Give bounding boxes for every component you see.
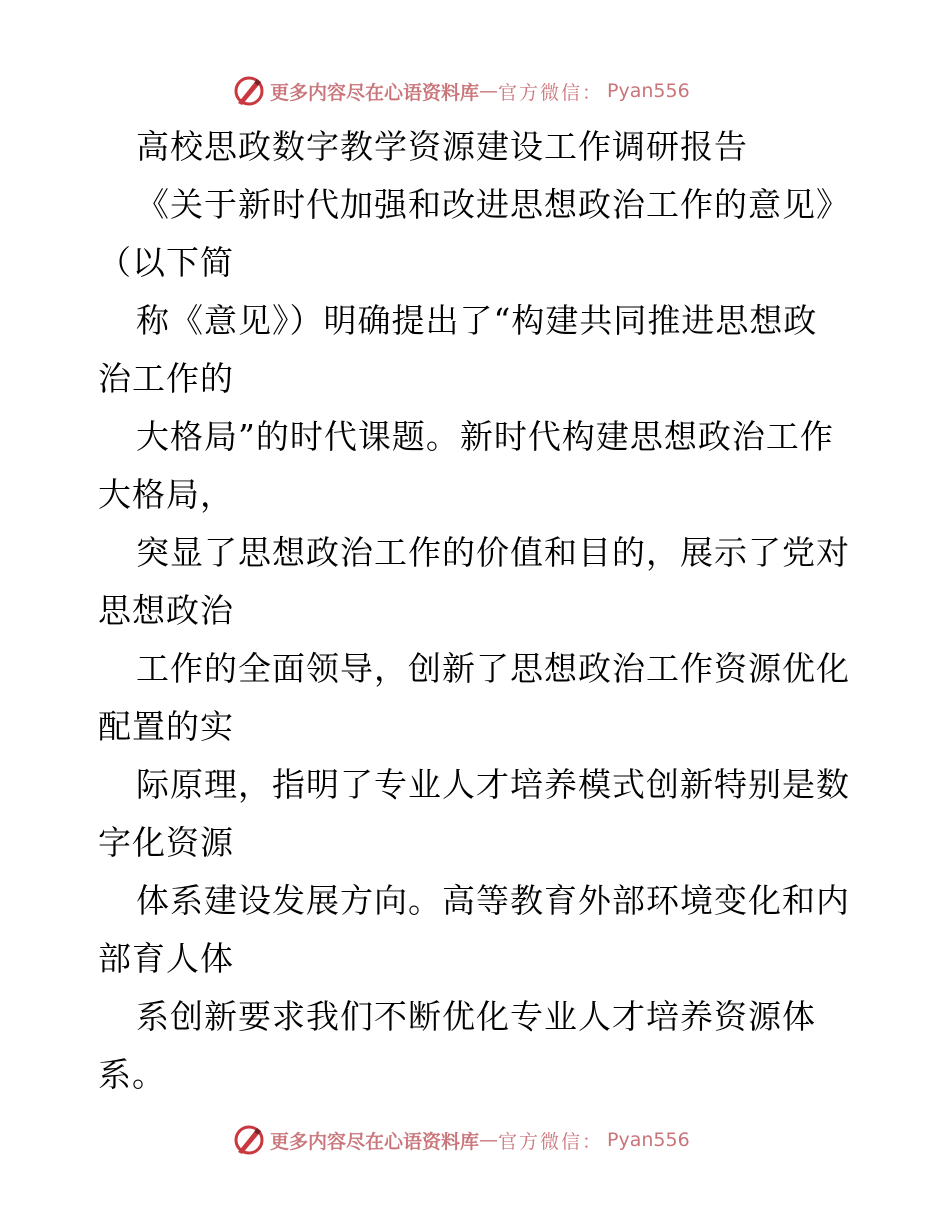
text-line: 称《意见》）明确提出了“构建共同推进思想政 <box>136 301 818 340</box>
official-wechat-label: 官方微信： <box>498 81 604 104</box>
red-pen-circle-icon <box>232 1123 266 1157</box>
text-line: 治工作的 <box>98 359 234 398</box>
official-wechat-label: 官方微信： <box>498 1130 604 1153</box>
wechat-id: Pyan556 <box>607 1129 690 1151</box>
text-line: 际原理，指明了专业人才培养模式创新特别是数 <box>136 765 850 804</box>
footer-banner <box>232 1122 690 1158</box>
promo-text: 更多内容尽在心语资料库 <box>270 1130 480 1153</box>
text-line: 字化资源 <box>98 823 234 862</box>
text-line: 配置的实 <box>98 707 234 746</box>
text-line: 系。 <box>98 1055 166 1094</box>
text-line: 思想政治 <box>98 591 234 630</box>
text-line: （以下简 <box>98 243 234 282</box>
document-title: 高校思政数字教学资源建设工作调研报告 <box>136 127 748 166</box>
wechat-id: Pyan556 <box>607 80 690 102</box>
text-line: 体系建设发展方向。高等教育外部环境变化和内 <box>136 881 850 920</box>
text-line: 大格局”的时代课题。新时代构建思想政治工作 <box>136 417 834 456</box>
promo-text: 更多内容尽在心语资料库 <box>270 81 480 104</box>
red-pen-circle-icon <box>232 74 266 108</box>
document-body <box>98 118 858 1104</box>
text-line: 《关于新时代加强和改进思想政治工作的意见》 <box>136 185 850 224</box>
text-line: 工作的全面领导，创新了思想政治工作资源优化 <box>136 649 850 688</box>
text-line: 系创新要求我们不断优化专业人才培养资源体 <box>136 997 816 1036</box>
header-banner <box>232 73 690 109</box>
text-line: 部育人体 <box>98 939 234 978</box>
banner-separator: — <box>479 80 499 102</box>
text-line: 大格局， <box>98 475 234 514</box>
banner-separator: — <box>479 1129 499 1151</box>
text-line: 突显了思想政治工作的价值和目的，展示了党对 <box>136 533 850 572</box>
